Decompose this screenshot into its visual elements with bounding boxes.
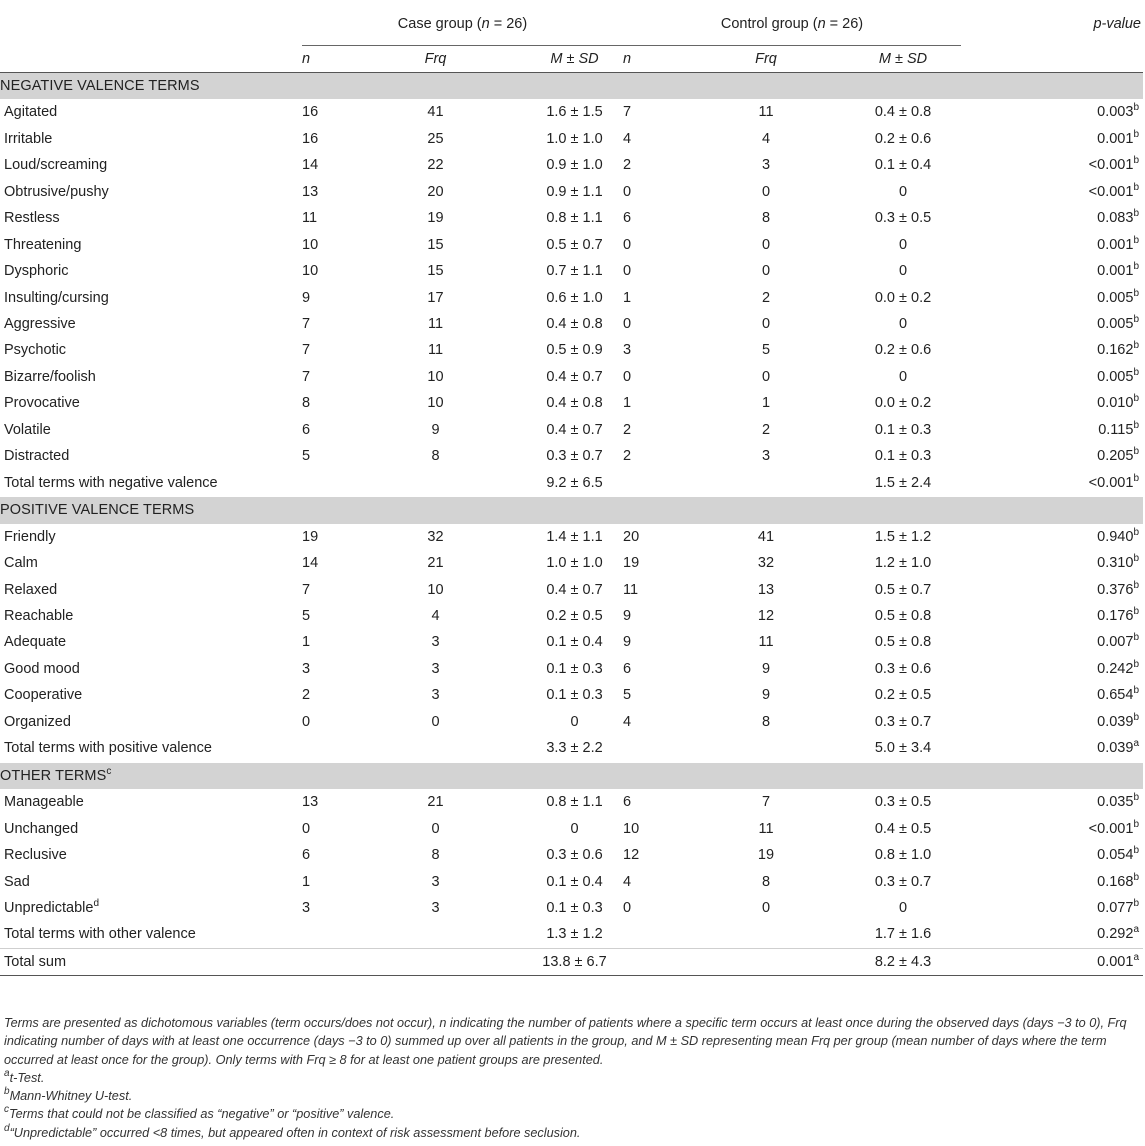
term-cell: Friendly bbox=[4, 528, 56, 545]
ctrl-n-cell bbox=[623, 470, 687, 497]
term-cell: Manageable bbox=[4, 794, 84, 811]
p-value-cell: 0.205$^b$ bbox=[1097, 446, 1139, 465]
term-cell: Relaxed bbox=[4, 581, 58, 598]
ctrl-frq-cell: 3 bbox=[761, 448, 771, 465]
case-frq-cell: 9 bbox=[431, 421, 440, 438]
ctrl-n-cell: 19 bbox=[623, 555, 640, 572]
ctrl-msd-cell: 0.0 ± 0.2 bbox=[874, 395, 932, 412]
case-n-cell: 6 bbox=[302, 847, 311, 864]
ctrl-n-cell: 9 bbox=[623, 608, 632, 625]
table-row bbox=[0, 311, 1143, 337]
ctrl-frq-cell: 11 bbox=[758, 820, 774, 837]
case-msd-cell: 0.4 ± 0.8 bbox=[546, 395, 603, 412]
case-frq-cell: 21 bbox=[427, 555, 444, 572]
case-msd-cell: 0.1 ± 0.3 bbox=[546, 900, 603, 916]
case-n-cell: 6 bbox=[302, 421, 311, 438]
p-value-cell: 0.035$^b$ bbox=[1097, 792, 1139, 811]
case-group-header: Case group (n = 26) bbox=[302, 3, 623, 45]
case-n-cell: 16 bbox=[302, 130, 319, 147]
p-value-cell: 0.654$^b$ bbox=[1097, 685, 1139, 704]
ctrl-n-header: n bbox=[623, 45, 687, 72]
ctrl-n-cell: 0 bbox=[623, 183, 632, 200]
ctrl-frq-cell bbox=[687, 470, 845, 497]
table-row bbox=[0, 443, 1143, 469]
case-frq-cell: 3 bbox=[431, 634, 440, 651]
ctrl-msd-cell: 0 bbox=[898, 183, 908, 200]
ctrl-n-cell bbox=[623, 735, 687, 762]
case-n-cell bbox=[302, 921, 345, 948]
ctrl-n-cell: 4 bbox=[623, 873, 632, 890]
total-label: Total sum bbox=[0, 948, 302, 975]
ctrl-n-cell: 2 bbox=[623, 421, 632, 438]
case-n-cell: 2 bbox=[302, 687, 311, 704]
ctrl-msd-cell: 0.1 ± 0.3 bbox=[874, 421, 932, 438]
section-title: OTHER TERMS$^c$ bbox=[0, 762, 1143, 789]
ctrl-frq-cell: 41 bbox=[757, 528, 775, 545]
case-n-cell: 13 bbox=[302, 183, 319, 200]
case-n-cell: 14 bbox=[302, 555, 319, 572]
table-row bbox=[0, 656, 1143, 682]
term-cell: Sad bbox=[4, 873, 30, 890]
table-row bbox=[0, 258, 1143, 284]
case-n-cell: 1 bbox=[302, 873, 311, 890]
p-value-cell: <0.001$^b$ bbox=[1088, 818, 1139, 837]
case-n-cell: 0 bbox=[302, 820, 311, 837]
term-cell: Insulting/cursing bbox=[4, 289, 109, 306]
ctrl-n-cell bbox=[623, 921, 687, 948]
section-title: POSITIVE VALENCE TERMS bbox=[0, 497, 1143, 524]
case-msd-cell: 0.5 ± 0.7 bbox=[546, 236, 603, 253]
ctrl-n-cell: 9 bbox=[623, 634, 632, 651]
case-n-cell: 8 bbox=[302, 395, 311, 412]
ctrl-msd-cell: 0.5 ± 0.8 bbox=[874, 608, 932, 625]
p-value-cell: 0.310$^b$ bbox=[1097, 553, 1139, 572]
table-row bbox=[0, 126, 1143, 152]
ctrl-msd-cell: 5.0 ± 3.4 bbox=[874, 740, 932, 757]
ctrl-n-cell: 7 bbox=[623, 104, 632, 121]
term-cell: Irritable bbox=[4, 130, 53, 147]
table-row bbox=[0, 470, 1143, 497]
case-frq-cell: 8 bbox=[431, 847, 440, 864]
case-frq-cell: 3 bbox=[431, 687, 440, 704]
term-cell: Total terms with other valence bbox=[4, 926, 196, 943]
ctrl-msd-cell: 0 bbox=[898, 316, 908, 333]
ctrl-frq-cell bbox=[687, 921, 845, 948]
term-cell: Reclusive bbox=[4, 847, 67, 864]
ctrl-msd-cell: 0.5 ± 0.8 bbox=[874, 634, 932, 651]
case-msd-cell: 0.4 ± 0.7 bbox=[546, 368, 603, 385]
case-msd-cell: 1.6 ± 1.5 bbox=[546, 104, 603, 121]
table-row bbox=[0, 390, 1143, 416]
case-msd-cell: 0.1 ± 0.4 bbox=[546, 873, 603, 890]
case-n-cell: 3 bbox=[302, 900, 311, 916]
case-frq-cell bbox=[345, 735, 526, 762]
case-frq-cell: 25 bbox=[427, 130, 444, 147]
case-frq-cell: 41 bbox=[427, 104, 444, 121]
footnote-a: $^a$t-Test. bbox=[4, 1067, 45, 1085]
ctrl-n-cell: 0 bbox=[623, 900, 632, 916]
case-n-cell bbox=[302, 470, 345, 497]
case-frq-cell: 4 bbox=[431, 608, 440, 625]
term-cell: Restless bbox=[4, 210, 60, 227]
ctrl-frq-cell: 0 bbox=[761, 236, 771, 253]
ctrl-frq-cell: 9 bbox=[761, 687, 771, 704]
p-value-cell: 0.039$^b$ bbox=[1097, 711, 1139, 730]
ctrl-frq-cell: 11 bbox=[758, 104, 774, 121]
p-value-cell: 0.054$^b$ bbox=[1097, 845, 1139, 864]
case-frq-cell: 32 bbox=[427, 528, 444, 545]
ctrl-frq-cell: 0 bbox=[761, 900, 771, 916]
p-value-cell: 0.376$^b$ bbox=[1097, 579, 1139, 598]
ctrl-frq-cell: 1 bbox=[761, 395, 771, 412]
results-table bbox=[0, 3, 1143, 976]
case-n-cell: 7 bbox=[302, 342, 311, 359]
term-cell: Agitated bbox=[4, 104, 58, 121]
ctrl-frq-cell: 9 bbox=[761, 660, 771, 677]
table-row bbox=[0, 524, 1143, 550]
case-msd-cell: 1.0 ± 1.0 bbox=[546, 555, 603, 572]
section-title: NEGATIVE VALENCE TERMS bbox=[0, 72, 1143, 99]
ctrl-frq-cell: 4 bbox=[761, 130, 771, 147]
case-frq-cell: 3 bbox=[431, 660, 440, 677]
case-msd-cell: 0.8 ± 1.1 bbox=[546, 794, 603, 811]
ctrl-n-cell: 11 bbox=[623, 581, 639, 598]
ctrl-frq-cell: 3 bbox=[761, 157, 771, 174]
p-value-cell: 0.005$^b$ bbox=[1097, 314, 1139, 333]
p-value-cell: <0.001$^b$ bbox=[1088, 181, 1139, 200]
case-n-header: n bbox=[302, 45, 345, 72]
ctrl-frq-header: Frq bbox=[687, 45, 845, 72]
case-n-cell: 19 bbox=[302, 528, 319, 545]
ctrl-n-cell: 3 bbox=[623, 342, 632, 359]
p-value-cell: 0.176$^b$ bbox=[1097, 606, 1139, 625]
p-value-header: p-value bbox=[1093, 16, 1141, 32]
group-header-row bbox=[0, 3, 1143, 45]
table-row bbox=[0, 603, 1143, 629]
table-row bbox=[0, 895, 1143, 921]
term-cell: Volatile bbox=[4, 421, 51, 438]
footnote-b: $^b$Mann-Whitney U-test. bbox=[4, 1086, 133, 1104]
term-cell: Threatening bbox=[4, 236, 82, 253]
case-msd-cell: 1.0 ± 1.0 bbox=[546, 130, 603, 147]
ctrl-msd-cell: 0.3 ± 0.5 bbox=[874, 210, 932, 227]
p-value-cell: 0.115$^b$ bbox=[1098, 419, 1139, 438]
ctrl-n-cell: 0 bbox=[623, 368, 632, 385]
case-n-cell: 7 bbox=[302, 368, 311, 385]
case-frq-cell: 15 bbox=[427, 263, 444, 280]
case-n-cell bbox=[302, 735, 345, 762]
p-value-cell: 0.007$^b$ bbox=[1097, 632, 1139, 651]
ctrl-msd-cell: 0.2 ± 0.5 bbox=[874, 687, 932, 704]
case-msd-cell: 0.3 ± 0.6 bbox=[546, 847, 603, 864]
term-cell: Provocative bbox=[4, 395, 80, 412]
ctrl-msd-cell: 0.4 ± 0.8 bbox=[874, 104, 932, 121]
case-msd-cell: 0.2 ± 0.5 bbox=[546, 608, 603, 625]
case-msd-cell: 0.1 ± 0.4 bbox=[546, 634, 603, 651]
ctrl-n-cell: 2 bbox=[623, 157, 632, 174]
term-cell: Total terms with positive valence bbox=[4, 740, 212, 757]
table-row bbox=[0, 789, 1143, 815]
ctrl-n-cell: 4 bbox=[623, 713, 632, 730]
case-msd-cell: 0.1 ± 0.3 bbox=[546, 660, 603, 677]
ctrl-n-cell: 6 bbox=[623, 660, 632, 677]
p-value-cell: 0.162$^b$ bbox=[1097, 340, 1139, 359]
term-cell: Obtrusive/pushy bbox=[4, 183, 109, 200]
table-row bbox=[0, 735, 1143, 762]
term-cell: Distracted bbox=[4, 448, 70, 465]
case-msd-cell: 3.3 ± 2.2 bbox=[546, 740, 603, 757]
ctrl-frq-cell: 0 bbox=[761, 316, 771, 333]
section-header-row bbox=[0, 497, 1143, 524]
case-msd-cell: 0.7 ± 1.1 bbox=[546, 263, 603, 280]
table-row bbox=[0, 99, 1143, 125]
p-value-cell: 0.168$^b$ bbox=[1097, 871, 1139, 890]
case-msd-cell: 0.4 ± 0.7 bbox=[546, 581, 603, 598]
p-value-cell: 0.077$^b$ bbox=[1097, 898, 1139, 916]
term-cell: Dysphoric bbox=[4, 263, 69, 280]
case-msd-cell: 0.4 ± 0.8 bbox=[546, 316, 603, 333]
total-ctrl-msd: 8.2 ± 4.3 bbox=[845, 948, 961, 975]
ctrl-msd-cell: 0.4 ± 0.5 bbox=[874, 820, 932, 837]
case-frq-header: Frq bbox=[345, 45, 526, 72]
ctrl-n-cell: 6 bbox=[623, 210, 632, 227]
term-cell: Unchanged bbox=[4, 820, 79, 837]
ctrl-n-cell: 0 bbox=[623, 316, 632, 333]
footnote-main: Terms are presented as dichotomous variables (term occurs/does not occur), n indicating the number of patients where a specific term occurs at least once during the observed days (days −3 to 0), Frq indicating number of days with at least one occurrence (days −3 to 0) summed up over all patients in the group, and M ± SD representing mean Frq per group (mean number of days where the term occurred at least once for the group). Only terms with Frq ≥ 8 for at least one patient groups are presented. bbox=[4, 1016, 1127, 1067]
table-row bbox=[0, 285, 1143, 311]
case-n-cell: 0 bbox=[302, 713, 311, 730]
p-value-cell: 0.005$^b$ bbox=[1097, 287, 1139, 306]
term-cell: Aggressive bbox=[4, 316, 76, 333]
p-value-cell: 0.001$^b$ bbox=[1097, 261, 1139, 280]
case-n-cell: 16 bbox=[302, 104, 319, 121]
ctrl-frq-cell: 11 bbox=[758, 634, 774, 651]
ctrl-msd-cell: 0.3 ± 0.5 bbox=[874, 794, 932, 811]
p-value-cell: <0.001$^b$ bbox=[1088, 472, 1139, 491]
total-row bbox=[0, 948, 1143, 975]
case-n-cell: 5 bbox=[302, 608, 311, 625]
ctrl-frq-cell bbox=[687, 735, 845, 762]
p-value-cell: 0.001$^b$ bbox=[1097, 128, 1139, 147]
ctrl-frq-cell: 0 bbox=[761, 368, 771, 385]
table-row bbox=[0, 921, 1143, 948]
control-group-header: Control group (n = 26) bbox=[623, 3, 961, 45]
case-msd-cell: 1.4 ± 1.1 bbox=[546, 528, 603, 545]
case-frq-cell: 11 bbox=[427, 316, 444, 333]
case-frq-cell: 22 bbox=[427, 157, 444, 174]
table-row bbox=[0, 205, 1143, 231]
section-header-row bbox=[0, 72, 1143, 99]
ctrl-msd-cell: 0.2 ± 0.6 bbox=[874, 130, 932, 147]
case-n-cell: 9 bbox=[302, 289, 311, 306]
case-msd-cell: 9.2 ± 6.5 bbox=[546, 474, 603, 491]
ctrl-msd-cell: 1.5 ± 2.4 bbox=[874, 474, 932, 491]
term-cell: Psychotic bbox=[4, 342, 67, 359]
ctrl-msd-cell: 0.1 ± 0.4 bbox=[874, 157, 932, 174]
ctrl-frq-cell: 2 bbox=[761, 421, 771, 438]
ctrl-n-cell: 5 bbox=[623, 687, 632, 704]
case-frq-cell: 10 bbox=[427, 395, 444, 412]
case-frq-cell: 17 bbox=[427, 289, 444, 306]
ctrl-n-cell: 12 bbox=[623, 847, 640, 864]
table-row bbox=[0, 842, 1143, 868]
total-p-value: 0.001$^a$ bbox=[961, 948, 1143, 975]
term-cell: Loud/screaming bbox=[4, 157, 108, 174]
ctrl-msd-header: M ± SD bbox=[845, 45, 961, 72]
case-msd-cell: 0.4 ± 0.7 bbox=[546, 421, 603, 438]
p-value-cell: 0.292$^a$ bbox=[1097, 924, 1139, 943]
case-frq-cell bbox=[345, 470, 526, 497]
case-msd-cell: 0.9 ± 1.1 bbox=[546, 183, 603, 200]
term-cell: Good mood bbox=[4, 660, 80, 677]
case-frq-cell bbox=[345, 921, 526, 948]
table-row bbox=[0, 232, 1143, 258]
term-cell: Reachable bbox=[4, 608, 74, 625]
ctrl-msd-cell: 0.3 ± 0.7 bbox=[874, 713, 932, 730]
ctrl-frq-cell: 19 bbox=[757, 847, 775, 864]
case-frq-cell: 19 bbox=[427, 210, 444, 227]
p-value-cell: 0.940$^b$ bbox=[1097, 526, 1139, 545]
ctrl-frq-cell: 0 bbox=[761, 263, 771, 280]
ctrl-n-cell: 4 bbox=[623, 130, 632, 147]
table-row bbox=[0, 682, 1143, 708]
term-cell: Unpredictable$^d$ bbox=[4, 898, 100, 916]
case-frq-cell: 11 bbox=[427, 342, 444, 359]
ctrl-msd-cell: 0.2 ± 0.6 bbox=[874, 342, 932, 359]
table-row bbox=[0, 816, 1143, 842]
ctrl-msd-cell: 0 bbox=[898, 368, 908, 385]
term-cell: Total terms with negative valence bbox=[4, 474, 218, 491]
ctrl-msd-cell: 0.3 ± 0.6 bbox=[874, 660, 932, 677]
case-frq-cell: 21 bbox=[427, 794, 444, 811]
case-msd-cell: 0.8 ± 1.1 bbox=[546, 210, 603, 227]
case-n-cell: 1 bbox=[302, 634, 311, 651]
p-value-cell: 0.039$^a$ bbox=[1097, 738, 1139, 757]
ctrl-frq-cell: 0 bbox=[761, 183, 771, 200]
p-value-cell: 0.083$^b$ bbox=[1097, 208, 1139, 227]
case-msd-cell: 0 bbox=[570, 713, 579, 730]
ctrl-msd-cell: 0.5 ± 0.7 bbox=[874, 581, 932, 598]
ctrl-msd-cell: 0.0 ± 0.2 bbox=[874, 289, 932, 306]
case-frq-cell: 15 bbox=[427, 236, 444, 253]
case-frq-cell: 3 bbox=[431, 873, 440, 890]
p-value-cell: 0.242$^b$ bbox=[1097, 658, 1139, 677]
table-footnotes bbox=[4, 1014, 1142, 1142]
case-frq-cell: 20 bbox=[427, 183, 444, 200]
ctrl-n-cell: 0 bbox=[623, 263, 632, 280]
ctrl-msd-cell: 0.3 ± 0.7 bbox=[874, 873, 932, 890]
ctrl-msd-cell: 0.1 ± 0.3 bbox=[874, 448, 932, 465]
ctrl-msd-cell: 0 bbox=[898, 263, 908, 280]
table-row bbox=[0, 179, 1143, 205]
ctrl-frq-cell: 13 bbox=[757, 581, 775, 598]
ctrl-frq-cell: 8 bbox=[761, 873, 771, 890]
ctrl-msd-cell: 1.5 ± 1.2 bbox=[874, 528, 932, 545]
case-frq-cell: 0 bbox=[431, 820, 440, 837]
case-n-cell: 3 bbox=[302, 660, 311, 677]
term-cell: Adequate bbox=[4, 634, 67, 651]
case-n-cell: 13 bbox=[302, 794, 319, 811]
case-frq-cell: 10 bbox=[427, 581, 444, 598]
ctrl-n-cell: 1 bbox=[623, 395, 632, 412]
term-cell: Organized bbox=[4, 713, 71, 730]
ctrl-n-cell: 0 bbox=[623, 236, 632, 253]
ctrl-frq-cell: 8 bbox=[761, 210, 771, 227]
case-frq-cell: 0 bbox=[431, 713, 440, 730]
case-msd-cell: 0.6 ± 1.0 bbox=[546, 289, 603, 306]
footnote-d: $^d$“Unpredictable” occurred <8 times, but appeared often in context of risk assessment before seclusion. bbox=[4, 1122, 581, 1140]
ctrl-frq-cell: 12 bbox=[757, 608, 775, 625]
case-n-cell: 7 bbox=[302, 316, 311, 333]
case-n-cell: 7 bbox=[302, 581, 311, 598]
table-row bbox=[0, 577, 1143, 603]
table-row bbox=[0, 629, 1143, 655]
case-n-cell: 10 bbox=[302, 263, 319, 280]
ctrl-msd-cell: 0 bbox=[898, 236, 908, 253]
case-msd-header: M ± SD bbox=[526, 45, 623, 72]
ctrl-frq-cell: 2 bbox=[761, 289, 771, 306]
p-value-cell: 0.005$^b$ bbox=[1097, 366, 1139, 385]
total-case-msd: 13.8 ± 6.7 bbox=[526, 948, 623, 975]
ctrl-frq-cell: 32 bbox=[757, 555, 775, 572]
ctrl-frq-cell: 5 bbox=[761, 342, 771, 359]
ctrl-msd-cell: 1.7 ± 1.6 bbox=[874, 926, 932, 943]
term-cell: Calm bbox=[4, 555, 38, 572]
case-n-cell: 11 bbox=[302, 210, 318, 227]
ctrl-n-cell: 20 bbox=[623, 528, 640, 545]
ctrl-msd-cell: 0 bbox=[898, 900, 908, 916]
case-msd-cell: 0.1 ± 0.3 bbox=[546, 687, 603, 704]
case-msd-cell: 0 bbox=[570, 820, 579, 837]
case-frq-cell: 8 bbox=[431, 448, 440, 465]
ctrl-n-cell: 1 bbox=[623, 289, 632, 306]
ctrl-n-cell: 6 bbox=[623, 794, 632, 811]
case-msd-cell: 0.9 ± 1.0 bbox=[546, 157, 603, 174]
table-row bbox=[0, 152, 1143, 178]
p-value-cell: 0.010$^b$ bbox=[1097, 393, 1139, 412]
table-row bbox=[0, 550, 1143, 576]
term-cell: Bizarre/foolish bbox=[4, 368, 96, 385]
case-frq-cell: 10 bbox=[427, 368, 444, 385]
case-msd-cell: 1.3 ± 1.2 bbox=[546, 926, 603, 943]
section-header-row bbox=[0, 762, 1143, 789]
ctrl-msd-cell: 1.2 ± 1.0 bbox=[874, 555, 932, 572]
case-n-cell: 10 bbox=[302, 236, 319, 253]
ctrl-msd-cell: 0.8 ± 1.0 bbox=[874, 847, 932, 864]
ctrl-frq-cell: 8 bbox=[761, 713, 771, 730]
term-cell: Cooperative bbox=[4, 687, 83, 704]
table-row bbox=[0, 417, 1143, 443]
p-value-cell: 0.003$^b$ bbox=[1097, 102, 1139, 121]
p-value-cell: <0.001$^b$ bbox=[1088, 155, 1139, 174]
table-row bbox=[0, 869, 1143, 895]
table-row bbox=[0, 364, 1143, 390]
column-header-row bbox=[0, 45, 1143, 72]
case-msd-cell: 0.5 ± 0.9 bbox=[546, 342, 603, 359]
case-msd-cell: 0.3 ± 0.7 bbox=[546, 448, 603, 465]
table-row bbox=[0, 337, 1143, 363]
table-row bbox=[0, 709, 1143, 735]
p-value-cell: 0.001$^b$ bbox=[1097, 234, 1139, 253]
ctrl-frq-cell: 7 bbox=[761, 794, 771, 811]
case-frq-cell: 3 bbox=[431, 900, 440, 916]
ctrl-n-cell: 2 bbox=[623, 448, 632, 465]
case-n-cell: 14 bbox=[302, 157, 319, 174]
case-n-cell: 5 bbox=[302, 448, 311, 465]
footnote-c: $^c$Terms that could not be classified as “negative” or “positive” valence. bbox=[4, 1104, 395, 1122]
ctrl-n-cell: 10 bbox=[623, 820, 640, 837]
